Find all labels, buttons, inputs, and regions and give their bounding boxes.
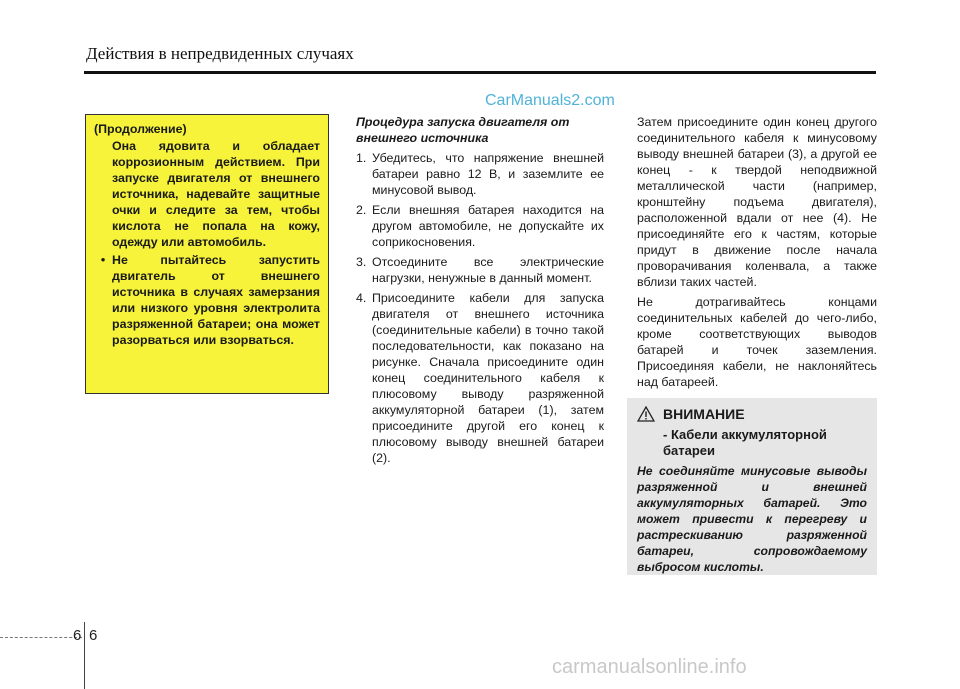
step-text: Присоедините кабели для запуска двигателя от внешнего источника (соединительные кабели) в точно такой последовательности, как показано на рисунке. Сначала присоедините один конец соединительного кабеля к плюсовому выводу разряженной аккумуляторной батареи (1), затем присоедините другой его конец к плюсовому выводу внешней батареи (2). [372, 291, 604, 465]
warning-body: Не соединяйте минусовые выводы разряженной и внешней аккумуляторных батарей. Это может привести к перегреву и растрескиванию разряженной батареи, сопровождаемому выбросом кислоты. [637, 464, 867, 574]
warning-header [637, 406, 867, 427]
right-paragraph: Затем присоедините один конец другого соединительного кабеля к минусовому выводу внешней батареи (3), а другой ее конец - к твердой неподвижной металлической части (например, кронштейну подъема двигателя), расположенной вдали от нее (4). Не присоединяйте его к частям, которые придут в движение после начала проворачивания коленвала, а также вблизи таких частей. [637, 115, 877, 289]
header-rule [84, 71, 876, 74]
warning-title: ВНИМАНИЕ [663, 406, 745, 422]
caution-box-bullet-text: Не пытайтесь запустить двигатель от внешнего источника в случаях замерзания или низкого уровня электролита разряженной батареи; она может разорваться или взорваться. [112, 253, 320, 347]
page-header-title: Действия в непредвиденных случаях [86, 44, 354, 63]
page-separator [84, 622, 85, 689]
procedure-step [356, 254, 604, 286]
step-text: Убедитесь, что напряжение внешней батареи равно 12 В, и заземлите ее минусовой вывод. [372, 151, 604, 197]
procedure-step [356, 150, 604, 198]
warning-subtitle: - Кабели аккумуляторной батареи [663, 427, 827, 458]
right-column [637, 114, 877, 394]
warning-box [627, 398, 877, 575]
right-paragraph: Не дотрагивайтесь концами соединительных кабелей до чего-либо, кроме соответствующих выводов батарей и точек заземления. Присоединяя кабели, не наклоняйтесь над батареей. [637, 295, 877, 389]
procedure-heading: Процедура запуска двигателя от внешнего источника [356, 115, 570, 145]
watermark-bottom: carmanualsonline.info [552, 656, 747, 678]
step-text: Если внешняя батарея находится на другом автомобиле, не допускайте их соприкосновения. [372, 203, 604, 249]
section-number: 6 [73, 627, 82, 644]
step-number: 3. [356, 255, 367, 269]
warning-triangle-icon [637, 406, 663, 427]
watermark-top: CarManuals2.com [485, 92, 615, 109]
step-number: 2. [356, 203, 367, 217]
step-number: 4. [356, 291, 367, 305]
caution-box-paragraph: Она ядовита и обладает коррозионным действием. При запуске двигателя от внешнего источника, надевайте защитные очки и следите за тем, чтобы кислота не попала на кожу, одежду или автомобиль. [112, 139, 320, 249]
procedure-step [356, 202, 604, 250]
caution-box-bullet [94, 252, 320, 348]
caution-box [85, 114, 329, 394]
bullet-dot-icon: • [100, 253, 106, 267]
step-number: 1. [356, 151, 367, 165]
procedure-section [356, 114, 604, 470]
page-number: 6 [89, 627, 98, 644]
caution-box-title: (Продолжение) [94, 122, 187, 136]
procedure-step [356, 290, 604, 466]
page-dash-line [0, 637, 82, 638]
step-text: Отсоедините все электрические нагрузки, ненужные в данный момент. [372, 255, 604, 285]
